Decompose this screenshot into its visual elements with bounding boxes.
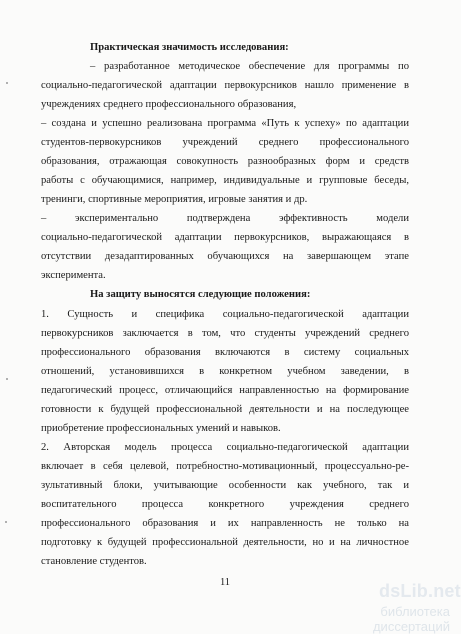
text-line: образования, отражающая совокупность разнообразных форм и средств: [41, 156, 409, 167]
text-line: отношений, установившихся в конкретном учебном заведении, в: [41, 366, 409, 377]
watermark-subtitle: библиотека диссертаций: [372, 604, 450, 634]
text-line: включает в себя целевой, потребностно-мотивационный, процессуально-ре-: [41, 461, 409, 472]
text-line: эксперимента.: [41, 270, 106, 281]
text-line: 2. Авторская модель процесса социально-педагогической адаптации: [41, 442, 409, 453]
text-line: становление студентов.: [41, 556, 147, 567]
text-line: студентов-первокурсников учреждений среднего профессионального: [41, 137, 409, 148]
heading-practical-significance: Практическая значимость исследования:: [90, 42, 289, 53]
text-line: – создана и успешно реализована программа «Путь к успеху» по адаптации: [41, 118, 409, 129]
text-line: – экспериментально подтверждена эффективность модели: [41, 213, 409, 224]
text-line: воспитательного процесса конкретного учреждения среднего: [41, 499, 409, 510]
text-line: тренинги, спортивные мероприятия, игровые занятия и др.: [41, 194, 308, 205]
text-line: учреждениях среднего профессионального образования,: [41, 99, 297, 110]
text-line: приобретение профессиональных умений и навыков.: [41, 423, 281, 434]
text-line: социально-педагогической адаптации первокурсников, выражающаяся в: [41, 232, 409, 243]
scan-speck: [6, 82, 8, 84]
text-line: подготовку к будущей профессиональной деятельности, но и на личностное: [41, 537, 409, 548]
text-line: – разработанное методическое обеспечение для программы по: [90, 61, 409, 72]
watermark: [318, 579, 461, 634]
text-line: первокурсников заключается в том, что студенты учреждений среднего: [41, 328, 409, 339]
watermark-logo: dsLib.net: [379, 581, 461, 601]
text-line: готовности к будущей профессиональной деятельности и на последующее: [41, 404, 409, 415]
text-line: педагогический процесс, отличающийся направленностью на формирование: [41, 385, 409, 396]
text-line: 1. Сущность и специфика социально-педагогической адаптации: [41, 309, 409, 320]
text-line: социально-педагогической адаптации первокурсников нашло применение в: [41, 80, 409, 91]
scan-speck: [6, 378, 8, 380]
scan-speck: [5, 521, 7, 523]
text-line: зультативный блоки, учитывающие особенности как учебного, так и: [41, 480, 409, 491]
text-line: профессионального образования включаются в систему социальных: [41, 347, 409, 358]
heading-defense-points: На защиту выносятся следующие положения:: [90, 289, 311, 300]
text-line: отсутствии дезадаптированных обучающихся на завершающем этапе: [41, 251, 409, 262]
text-line: профессионального образования и их направленность не только на: [41, 518, 409, 529]
page-number: 11: [219, 577, 231, 588]
text-line: работы с обучающимися, например, индивидуальные и групповые беседы,: [41, 175, 409, 186]
